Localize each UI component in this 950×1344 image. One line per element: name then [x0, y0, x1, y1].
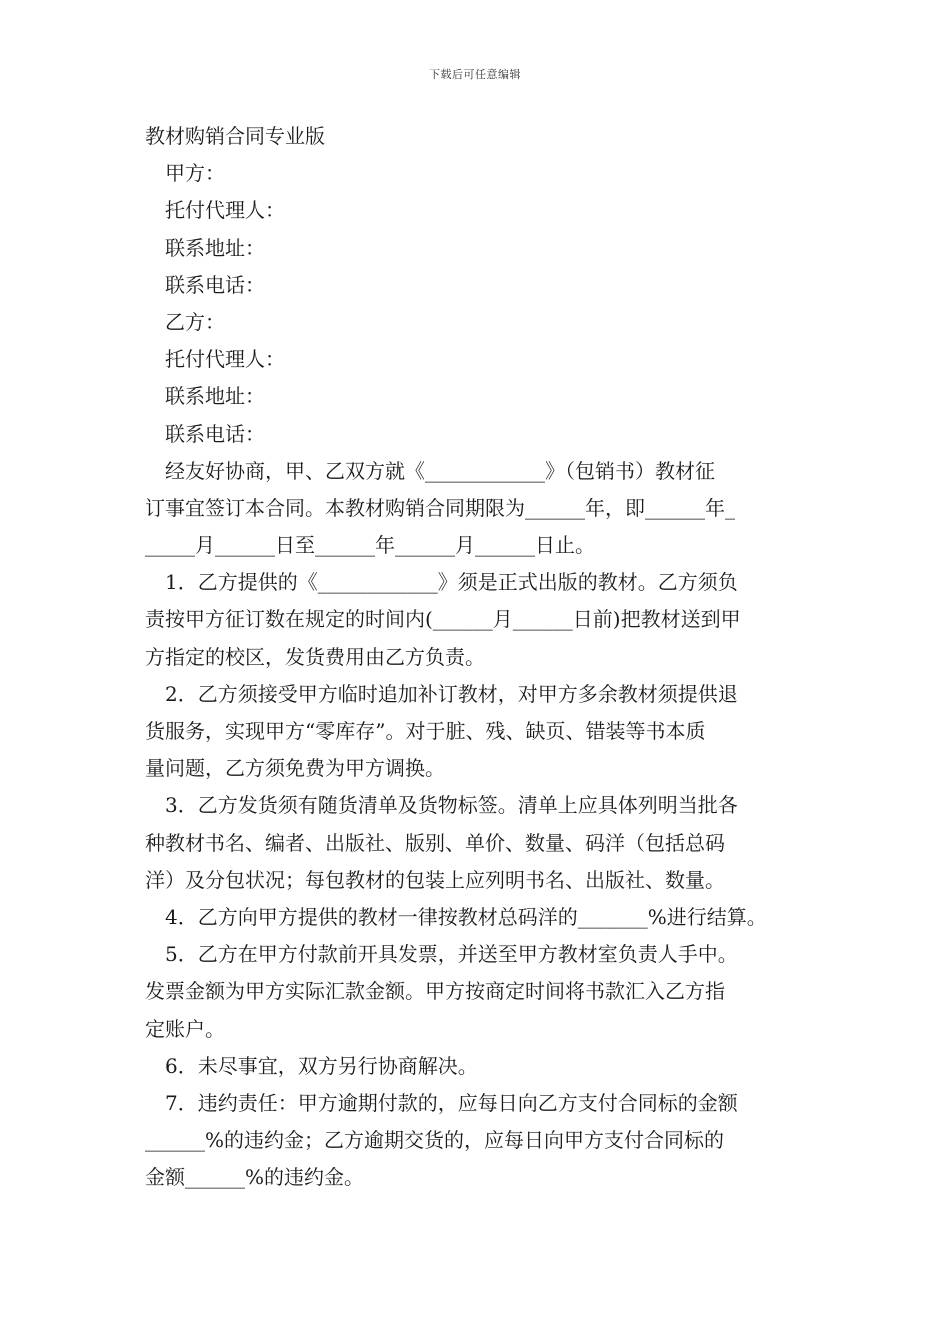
clause-6-line: 6．未尽事宜，双方另行协商解决。 — [165, 1053, 478, 1078]
party-a-agent-label: 托付代理人： — [165, 198, 285, 223]
clause-7-line: 7．违约责任：甲方逾期付款的，应每日向乙方支付合同标的金额 — [165, 1090, 738, 1115]
document-title: 教材购销合同专业版 — [145, 124, 325, 148]
clause-2-line: 货服务，实现甲方“零库存”。对于脏、残、缺页、错装等书本质 — [145, 719, 706, 743]
clause-1-line: 方指定的校区，发货费用由乙方负责。 — [145, 644, 485, 669]
clause-5-line: 5．乙方在甲方付款前开具发票，并送至甲方教材室负责人手中。 — [165, 942, 738, 967]
clause-7-line: ______%的违约金；乙方逾期交货的，应每日向甲方支付合同标的 — [145, 1128, 725, 1153]
clause-7-line: 金额______%的违约金。 — [145, 1165, 365, 1190]
clause-3-line: 洋）及分包状况；每包教材的包装上应列明书名、出版社、数量。 — [145, 867, 725, 892]
preamble-line: 经友好协商，甲、乙双方就《____________》（包销书）教材征 — [165, 458, 715, 483]
clause-1-line: 1．乙方提供的《____________》须是正式出版的教材。乙方须负 — [165, 570, 738, 595]
page-header: 下载后可任意编辑 — [429, 68, 521, 81]
clause-2-line: 2．乙方须接受甲方临时追加补订教材，对甲方多余教材须提供退 — [165, 681, 738, 706]
clause-5-line: 发票金额为甲方实际汇款金额。甲方按商定时间将书款汇入乙方指 — [145, 979, 725, 1004]
party-b-agent-label: 托付代理人： — [165, 347, 285, 372]
preamble-line: 订事宜签订本合同。本教材购销合同期限为______年，即______年_ — [145, 495, 735, 520]
party-b-address-label: 联系地址： — [165, 384, 265, 409]
clause-3-line: 种教材书名、编者、出版社、版别、单价、数量、码洋（包括总码 — [145, 830, 725, 855]
clause-3-line: 3．乙方发货须有随货清单及货物标签。清单上应具体列明当批各 — [165, 793, 738, 818]
clause-2-line: 量问题，乙方须免费为甲方调换。 — [145, 756, 445, 781]
preamble-line: _____月______日至______年______月______日止。 — [145, 533, 595, 558]
party-a-address-label: 联系地址： — [165, 235, 265, 260]
clause-4-line: 4．乙方向甲方提供的教材一律按教材总码洋的_______%进行结算。 — [165, 904, 767, 929]
clause-1-line: 责按甲方征订数在规定的时间内(______月______日前)把教材送到甲 — [145, 607, 741, 632]
party-b-label: 乙方： — [165, 309, 225, 334]
clause-5-line: 定账户。 — [145, 1016, 225, 1041]
party-a-phone-label: 联系电话： — [165, 272, 265, 297]
document-body — [145, 118, 810, 1196]
party-b-phone-label: 联系电话： — [165, 421, 265, 446]
party-a-label: 甲方： — [165, 161, 225, 186]
